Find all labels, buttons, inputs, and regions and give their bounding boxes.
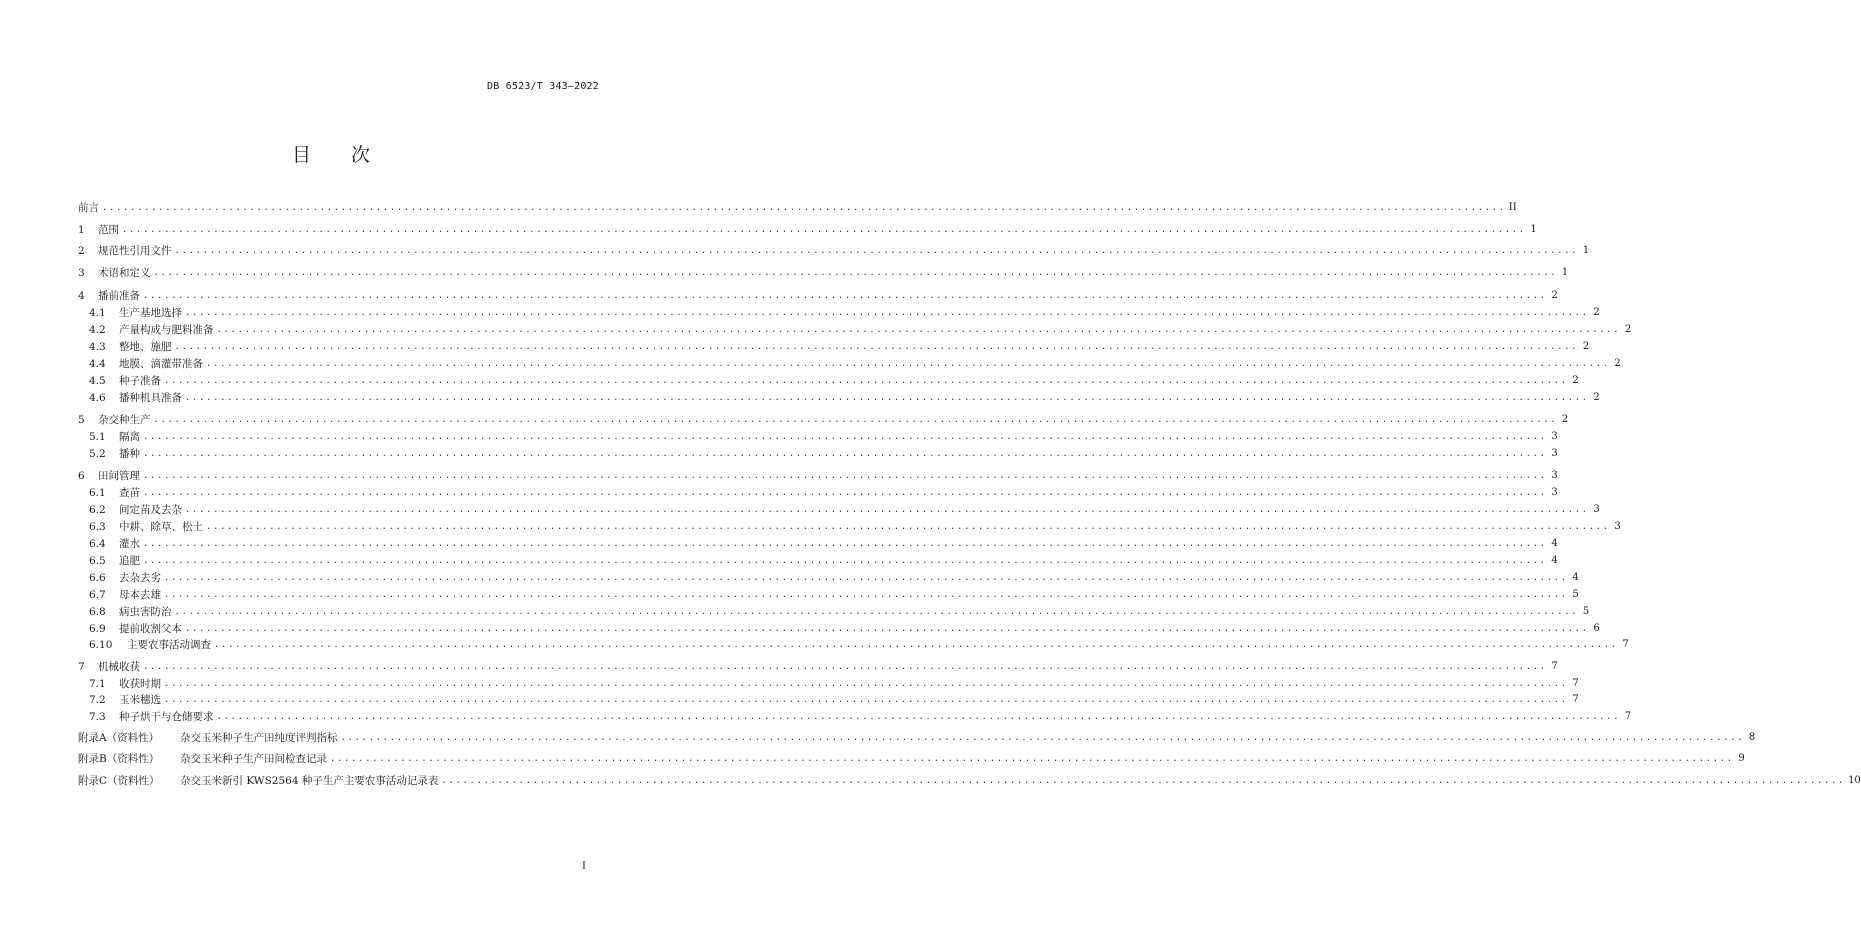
toc-entry[interactable]	[78, 373, 1579, 389]
toc-entry-number: 6.5	[89, 555, 106, 567]
toc-entry-number: 6.4	[89, 538, 106, 550]
toc-entry-page: 3	[1593, 504, 1600, 515]
toc-entry[interactable]	[78, 485, 1558, 501]
toc-entry-page: 7	[1622, 639, 1629, 650]
toc-entry-page: 7	[1572, 678, 1579, 689]
toc-entry[interactable]	[78, 709, 1632, 725]
toc-entry-label: 规范性引用文件	[98, 245, 172, 257]
toc-entry-label: 整地、施肥	[119, 341, 172, 353]
toc-entry-number: 5.2	[89, 448, 106, 460]
toc-entry[interactable]	[78, 587, 1579, 603]
toc-entry-page: 7	[1551, 661, 1558, 672]
toc-leader-dots: ........................................................................................................................................................................................................	[164, 679, 1568, 689]
toc-leader-dots: ........................................................................................................................................................................................................	[214, 640, 1618, 650]
toc-entry-label: 杂交玉米新引 KWS2564 种子生产主要农事活动记录表	[180, 775, 439, 787]
toc-entry-label: 母本去雄	[119, 589, 161, 601]
toc-leader-dots: ........................................................................................................................................................................................................	[164, 573, 1568, 583]
toc-entry-number: 1	[78, 224, 85, 236]
toc-entry[interactable]	[78, 637, 1629, 653]
toc-entry[interactable]	[78, 730, 1756, 746]
toc-leader-dots: ........................................................................................................................................................................................................	[143, 556, 1547, 566]
toc-entry-label: 查苗	[119, 487, 140, 499]
toc-entry-page: 3	[1551, 431, 1558, 442]
toc-entry-number: 6	[78, 470, 85, 482]
toc-entry-number: 4.1	[89, 307, 106, 319]
toc-entry[interactable]	[78, 322, 1632, 338]
toc-entry-label: 种子烘干与仓储要求	[119, 711, 214, 723]
toc-entry-label: 主要农事活动调查	[127, 639, 211, 651]
toc-entry[interactable]	[78, 604, 1590, 620]
toc-leader-dots: ........................................................................................................................................................................................................	[143, 488, 1547, 498]
toc-leader-dots: ........................................................................................................................................................................................................	[102, 203, 1506, 213]
toc-entry-number: 5.1	[89, 431, 106, 443]
toc-entry-number: 附录C（资料性）	[78, 775, 160, 787]
toc-entry[interactable]	[78, 692, 1579, 708]
toc-entry-number: 7.3	[89, 711, 106, 723]
toc-entry-number: 4.2	[89, 324, 106, 336]
toc-entry-number: 4	[78, 290, 85, 302]
toc-leader-dots: ........................................................................................................................................................................................................	[185, 624, 1589, 634]
toc-leader-dots: ........................................................................................................................................................................................................	[174, 246, 1579, 256]
toc-leader-dots: ........................................................................................................................................................................................................	[164, 376, 1568, 386]
toc-entry[interactable]	[78, 621, 1600, 637]
toc-entry-page: 2	[1593, 392, 1600, 403]
toc-entry[interactable]	[78, 243, 1590, 259]
toc-entry-label: 病虫害防治	[119, 606, 172, 618]
page-title	[0, 140, 662, 167]
toc-entry-page: 3	[1551, 448, 1558, 459]
toc-entry-label: 田间管理	[98, 470, 140, 482]
toc-leader-dots: ........................................................................................................................................................................................................	[153, 268, 1558, 278]
toc-entry-page: 7	[1572, 694, 1579, 705]
toc-leader-dots: ........................................................................................................................................................................................................	[206, 522, 1610, 532]
toc-entry[interactable]	[78, 200, 1517, 216]
toc-entry-number: 附录A（资料性）	[78, 732, 160, 744]
toc-entry[interactable]	[78, 288, 1558, 304]
toc-entry[interactable]	[78, 339, 1590, 355]
toc-entry-page: 1	[1530, 224, 1537, 235]
toc-entry-number: 6.3	[89, 521, 106, 533]
toc-leader-dots: ........................................................................................................................................................................................................	[174, 607, 1579, 617]
toc-entry-label: 杂交玉米种子生产田间检查记录	[180, 753, 327, 765]
toc-entry-page: 4	[1551, 555, 1558, 566]
toc-leader-dots: ........................................................................................................................................................................................................	[340, 733, 1745, 743]
toc-entry-page: 5	[1572, 589, 1579, 600]
toc-entry-page: 2	[1624, 324, 1632, 335]
toc-entry[interactable]	[78, 265, 1569, 281]
toc-leader-dots: ........................................................................................................................................................................................................	[206, 359, 1610, 369]
toc-entry[interactable]	[78, 502, 1600, 518]
toc-entry[interactable]	[78, 751, 1745, 767]
toc-entry[interactable]	[78, 356, 1621, 372]
toc-entry-label: 范围	[98, 224, 119, 236]
toc-entry-page: 3	[1551, 470, 1558, 481]
toc-entry-label: 追肥	[119, 555, 140, 567]
toc-entry-label: 种子准备	[119, 375, 161, 387]
toc-entry-number: 4.5	[89, 375, 106, 387]
toc-entry-label: 隔离	[119, 431, 140, 443]
toc-entry-number: 6.1	[89, 487, 106, 499]
toc-leader-dots: ........................................................................................................................................................................................................	[441, 776, 1846, 786]
toc-entry-page: 10	[1848, 775, 1861, 786]
toc-leader-dots: ........................................................................................................................................................................................................	[122, 225, 1526, 235]
toc-entry[interactable]	[78, 676, 1579, 692]
toc-entry-label: 间定苗及去杂	[119, 504, 182, 516]
toc-entry[interactable]	[78, 390, 1600, 406]
toc-leader-dots: ........................................................................................................................................................................................................	[143, 291, 1547, 301]
toc-entry-page: 2	[1551, 290, 1558, 301]
toc-entry-page: 6	[1593, 623, 1600, 634]
toc-entry-label: 播种机具准备	[119, 392, 182, 404]
title-char-2: 次	[351, 144, 371, 166]
toc-entry[interactable]	[78, 468, 1558, 484]
toc-entry-page: 7	[1624, 711, 1632, 722]
toc-entry-label: 术语和定义	[98, 267, 151, 279]
toc-entry-number: 7.2	[89, 694, 106, 706]
toc-entry-number: 5	[78, 414, 85, 426]
toc-entry-number: 4.4	[89, 358, 106, 370]
toc-entry[interactable]	[78, 412, 1569, 428]
toc-entry-page: 1	[1582, 245, 1590, 256]
toc-entry-number: 附录B（资料性）	[78, 753, 160, 765]
toc-entry-page: II	[1508, 202, 1517, 213]
toc-entry-label: 收获时期	[119, 678, 161, 690]
toc-entry-label: 提前收割父本	[119, 623, 182, 635]
toc-leader-dots: ........................................................................................................................................................................................................	[143, 432, 1547, 442]
toc-entry-page: 9	[1738, 753, 1745, 764]
toc-entry-label: 机械收获	[98, 661, 140, 673]
toc-entry-number: 2	[78, 245, 85, 257]
toc-entry-number: 6.10	[89, 639, 113, 651]
toc-entry-page: 3	[1551, 487, 1558, 498]
toc-entry-number: 6.6	[89, 572, 106, 584]
toc-entry-label: 去杂去劣	[119, 572, 161, 584]
toc-entry-number: 7.1	[89, 678, 106, 690]
toc-entry-label: 中耕、除草、松土	[119, 521, 203, 533]
toc-leader-dots: ........................................................................................................................................................................................................	[143, 449, 1547, 459]
toc-leader-dots: ........................................................................................................................................................................................................	[153, 415, 1558, 425]
toc-entry-label: 杂交玉米种子生产田纯度评判指标	[180, 732, 338, 744]
toc-entry-page: 3	[1614, 521, 1621, 532]
toc-entry-number: 6.2	[89, 504, 106, 516]
toc-leader-dots: ........................................................................................................................................................................................................	[164, 590, 1568, 600]
toc-leader-dots: ........................................................................................................................................................................................................	[330, 754, 1734, 764]
toc-entry-number: 6.7	[89, 589, 106, 601]
toc-leader-dots: ........................................................................................................................................................................................................	[143, 662, 1547, 672]
toc-leader-dots: ........................................................................................................................................................................................................	[216, 325, 1621, 335]
toc-entry[interactable]	[78, 222, 1537, 238]
toc-entry[interactable]	[78, 305, 1600, 321]
toc-entry-label: 玉米穗选	[119, 694, 161, 706]
toc-entry-number: 4.3	[89, 341, 106, 353]
toc-entry-label: 前言	[78, 202, 99, 214]
toc-entry-page: 2	[1614, 358, 1621, 369]
toc-entry[interactable]	[78, 773, 1861, 789]
toc-entry[interactable]	[78, 519, 1621, 535]
toc-entry-page: 2	[1561, 414, 1569, 425]
toc-entry-page: 4	[1551, 538, 1558, 549]
toc-entry[interactable]	[78, 429, 1558, 445]
toc-entry-number: 6.9	[89, 623, 106, 635]
toc-entry-label: 播前准备	[98, 290, 140, 302]
toc-entry-page: 2	[1593, 307, 1600, 318]
toc-entry-number: 7	[78, 661, 85, 673]
toc-entry[interactable]	[78, 446, 1558, 462]
toc-leader-dots: ........................................................................................................................................................................................................	[143, 471, 1547, 481]
toc-entry-label: 杂交种生产	[98, 414, 151, 426]
toc-entry-page: 8	[1748, 732, 1756, 743]
document-code: DB 6523/T 343—2022	[487, 81, 599, 92]
toc-entry-number: 3	[78, 267, 85, 279]
toc-entry-page: 1	[1561, 267, 1569, 278]
toc-entry-page: 2	[1572, 375, 1579, 386]
toc-entry[interactable]	[78, 536, 1558, 552]
title-char-1: 目	[291, 144, 311, 166]
toc-leader-dots: ........................................................................................................................................................................................................	[216, 712, 1621, 722]
toc-entry[interactable]	[78, 659, 1558, 675]
toc-leader-dots: ........................................................................................................................................................................................................	[164, 695, 1568, 705]
toc-entry-number: 4.6	[89, 392, 106, 404]
toc-leader-dots: ........................................................................................................................................................................................................	[185, 393, 1589, 403]
toc-leader-dots: ........................................................................................................................................................................................................	[143, 539, 1547, 549]
toc-entry-label: 地膜、滴灌带准备	[119, 358, 203, 370]
toc-leader-dots: ........................................................................................................................................................................................................	[185, 505, 1589, 515]
toc-entry-label: 产量构成与肥料准备	[119, 324, 214, 336]
toc-leader-dots: ........................................................................................................................................................................................................	[185, 308, 1589, 318]
toc-entry-label: 生产基地选择	[119, 307, 182, 319]
page-number: I	[582, 861, 586, 872]
toc-entry-page: 4	[1572, 572, 1579, 583]
toc-entry-page: 2	[1582, 341, 1590, 352]
toc-entry-label: 播种	[119, 448, 140, 460]
toc-entry-label: 灌水	[119, 538, 140, 550]
toc-leader-dots: ........................................................................................................................................................................................................	[174, 342, 1579, 352]
toc-entry[interactable]	[78, 553, 1558, 569]
toc-entry-page: 5	[1582, 606, 1590, 617]
toc-entry-number: 6.8	[89, 606, 106, 618]
toc-entry[interactable]	[78, 570, 1579, 586]
